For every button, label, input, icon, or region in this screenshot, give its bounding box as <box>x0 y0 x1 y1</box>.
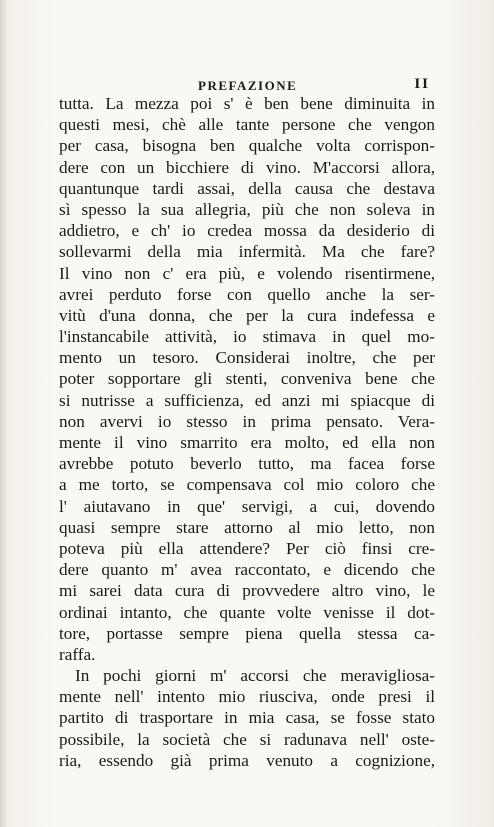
text-line: poteva più ella attendere? Per ciò finsi cre- <box>59 538 435 558</box>
text-line: avrebbe potuto beverlo tutto, ma facea forse <box>59 454 435 474</box>
page-number: II <box>414 76 430 92</box>
text-line: mente nell' intento mio riusciva, onde presi il <box>59 687 435 707</box>
text-line: non avervi io stesso in prima pensato. Vera- <box>59 411 435 431</box>
text-line: sollevarmi della mia infermità. Ma che fare? <box>59 242 435 262</box>
page-gutter-shadow <box>0 0 8 827</box>
text-line: si nutrisse a sufficienza, ed anzi mi spiacque di <box>59 390 435 410</box>
text-line: tore, portasse sempre piena quella stessa ca- <box>59 623 435 643</box>
text-line: tutta. La mezza poi s' è ben bene diminuita in <box>59 94 435 113</box>
text-line: sì spesso la sua allegria, più che non soleva in <box>59 199 435 219</box>
text-line: ordinai intanto, che quante volte venisse il dot- <box>59 602 435 622</box>
text-line: questi mesi, chè alle tante persone che vengon <box>59 115 435 135</box>
text-line: ria, essendo già prima venuto a cognizione, <box>59 750 435 770</box>
text-line: dere quanto m' avea raccontato, e dicendo che <box>59 560 435 580</box>
running-title: PREFAZIONE <box>198 78 298 93</box>
text-line: a me torto, se compensava col mio coloro che <box>59 475 435 495</box>
text-line: addietro, e ch' io credea mossa da desiderio di <box>59 221 435 241</box>
text-line: l' aiutavano in que' servigi, a cui, dovendo <box>59 496 435 516</box>
paragraph-end-line: raffa. <box>59 644 96 664</box>
body-text <box>59 93 435 771</box>
text-line: l'instancabile attività, io stimava in quel mo- <box>59 327 435 347</box>
text-line: partito di trasportare in mia casa, se fosse stato <box>59 708 435 728</box>
text-line: quantunque tardi assai, della causa che destava <box>59 178 435 198</box>
text-line: Il vino non c' era più, e volendo risentirmene, <box>59 263 435 283</box>
text-line: per casa, bisogna ben qualche volta corrispon- <box>59 136 435 156</box>
text-line: mente il vino smarrito era molto, ed ella non <box>59 433 435 452</box>
text-line: vitù d'una donna, che per la cura indefessa e <box>59 305 435 325</box>
text-line: poter sopportare gli stenti, conveniva bene che <box>59 369 435 389</box>
text-line: mento un tesoro. Considerai inoltre, che per <box>59 348 435 368</box>
paragraph-start-line: In pochi giorni m' accorsi che meravigliosa- <box>75 666 435 686</box>
text-line: mi sarei data cura di provvedere altro vino, le <box>59 581 435 601</box>
text-line: dere con un bicchiere di vino. M'accorsi allora, <box>59 157 435 177</box>
text-line: possibile, la società che si radunava nell' oste- <box>59 729 435 749</box>
text-line: avrei perduto forse con quello anche la ser- <box>59 284 435 304</box>
text-line: quasi sempre stare attorno al mio letto, non <box>59 517 435 537</box>
